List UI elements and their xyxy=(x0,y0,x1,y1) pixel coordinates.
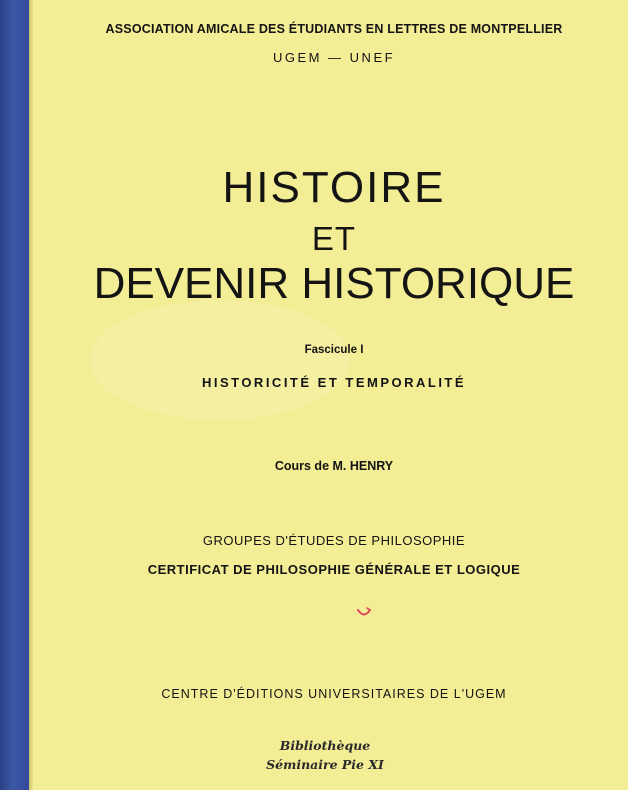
certificat: CERTIFICAT DE PHILOSOPHIE GÉNÉRALE ET LOGIQUE xyxy=(147,562,521,577)
fascicule-label: Fascicule I xyxy=(304,344,364,356)
spine-edge xyxy=(29,0,33,790)
union-name: UGEM — UNEF xyxy=(272,50,396,65)
course-author: Cours de M. HENRY xyxy=(274,459,394,473)
subtitle: HISTORICITÉ ET TEMPORALITÉ xyxy=(201,375,467,390)
association-name: ASSOCIATION AMICALE DES ÉTUDIANTS EN LETTRES DE MONTPELLIER xyxy=(105,22,563,36)
red-pen-mark-icon xyxy=(355,604,373,622)
stamp-line-2: Séminaire Pie XI xyxy=(266,757,384,772)
title-line-2: ET xyxy=(311,220,357,257)
paper-stain xyxy=(90,300,350,420)
stamp-line-1: Bibliothèque xyxy=(279,738,371,753)
publisher-centre: CENTRE D'ÉDITIONS UNIVERSITAIRES DE L'UGEM xyxy=(161,687,507,701)
library-stamp xyxy=(250,736,400,774)
title-line-3: DEVENIR HISTORIQUE xyxy=(93,259,575,308)
groupes-etudes: GROUPES D'ÉTUDES DE PHILOSOPHIE xyxy=(202,533,466,548)
title-line-1: HISTOIRE xyxy=(222,163,446,212)
blue-spine xyxy=(0,0,29,790)
